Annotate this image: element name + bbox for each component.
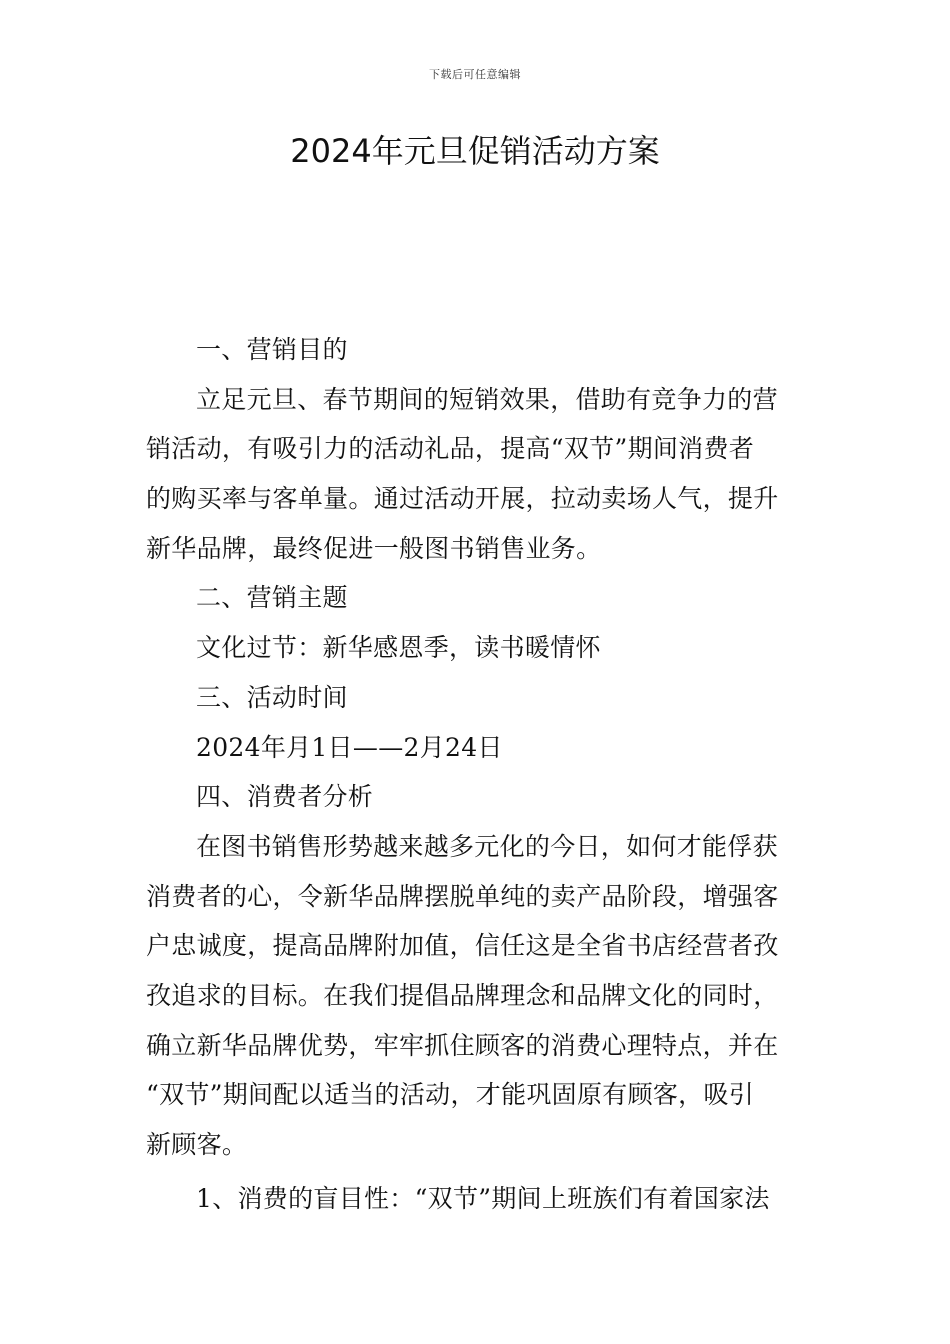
document-title: 2024年元旦促销活动方案 [290, 132, 660, 170]
paragraph-line: 的购买率与客单量。通过活动开展，拉动卖场人气，提升 [146, 484, 779, 514]
paragraph-line: 销活动，有吸引力的活动礼品，提高“双节”期间消费者 [146, 434, 755, 464]
paragraph-line: 文化过节：新华感恩季，读书暖情怀 [196, 633, 601, 663]
section-heading-marketing-purpose: 一、营销目的 [196, 335, 348, 364]
section-heading-consumer-analysis: 四、消费者分析 [196, 782, 374, 812]
paragraph-line: 确立新华品牌优势，牢牢抓住顾客的消费心理特点，并在 [146, 1030, 779, 1060]
paragraph-line: 2024年月1日——2月24日 [196, 732, 503, 762]
section-heading-marketing-theme: 二、营销主题 [196, 583, 348, 613]
header-watermark: 下载后可任意编辑 [429, 68, 521, 81]
paragraph-line: 在图书销售形势越来越多元化的今日，如何才能俘获 [196, 831, 778, 861]
paragraph-line: 1、消费的盲目性：“双节”期间上班族们有着国家法 [196, 1183, 770, 1213]
paragraph-line: 孜追求的目标。在我们提倡品牌理念和品牌文化的同时， [146, 980, 779, 1010]
paragraph-line: 户忠诚度，提高品牌附加值，信任这是全省书店经营者孜 [146, 931, 779, 961]
paragraph-line: 消费者的心，令新华品牌摆脱单纯的卖产品阶段，增强客 [146, 881, 779, 911]
document-body [146, 325, 806, 1223]
paragraph-line: 新顾客。 [146, 1130, 248, 1159]
paragraph-line: 立足元旦、春节期间的短销效果，借助有竞争力的营 [196, 384, 778, 414]
paragraph-line: 新华品牌，最终促进一般图书销售业务。 [146, 533, 602, 563]
paragraph-line: “双节”期间配以适当的活动，才能巩固原有顾客，吸引 [146, 1080, 755, 1110]
section-heading-activity-time: 三、活动时间 [196, 682, 348, 712]
